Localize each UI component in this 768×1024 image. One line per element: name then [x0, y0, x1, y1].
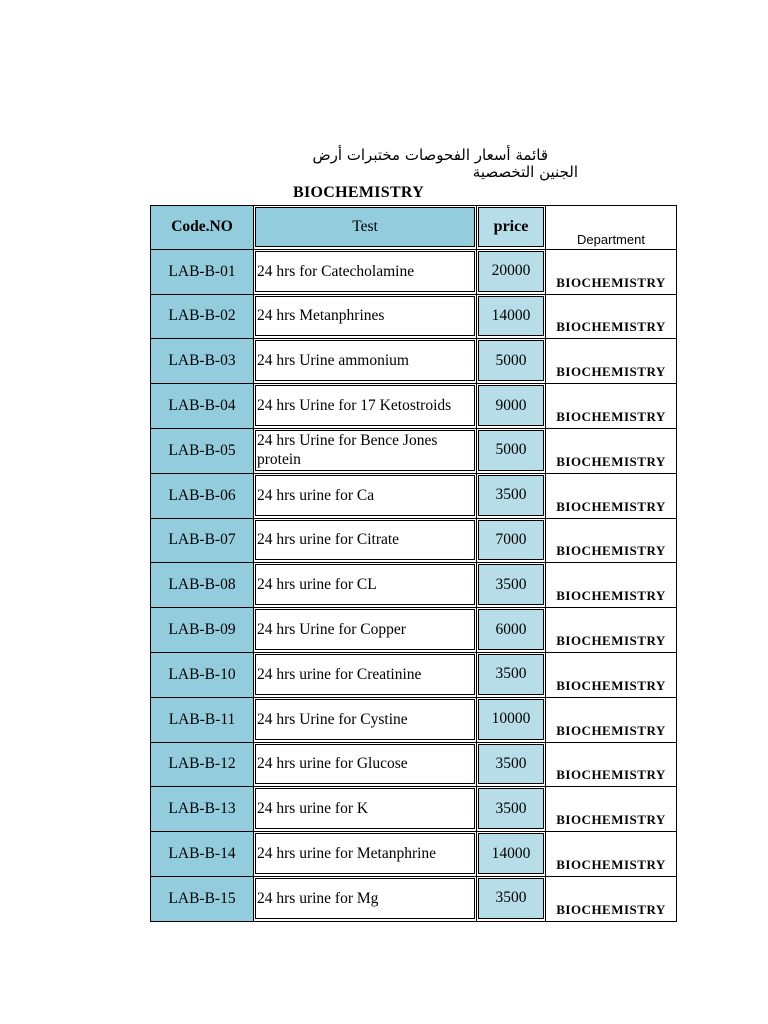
header-test: Test — [255, 207, 475, 247]
test-cell — [254, 698, 477, 743]
test-name: 24 hrs urine for K — [255, 788, 475, 829]
code-cell: LAB-B-06 — [150, 474, 254, 519]
table-row — [150, 563, 677, 608]
code-cell: LAB-B-07 — [150, 519, 254, 564]
price-value: 9000 — [478, 385, 544, 426]
price-value: 14000 — [478, 296, 544, 337]
code-cell: LAB-B-08 — [150, 563, 254, 608]
department-cell: BIOCHEMISTRY — [546, 877, 677, 922]
test-cell — [254, 653, 477, 698]
table-row — [150, 384, 677, 429]
price-value: 3500 — [478, 475, 544, 516]
test-cell — [254, 474, 477, 519]
department-cell: BIOCHEMISTRY — [546, 474, 677, 519]
price-value: 7000 — [478, 520, 544, 561]
table-row — [150, 832, 677, 877]
test-cell — [254, 250, 477, 295]
header-test-cell — [254, 205, 477, 250]
price-value: 5000 — [478, 430, 544, 471]
price-cell — [477, 250, 546, 295]
test-name: 24 hrs urine for Metanphrine — [255, 833, 475, 874]
table-row — [150, 295, 677, 340]
table-row — [150, 743, 677, 788]
test-cell — [254, 295, 477, 340]
price-value: 3500 — [478, 564, 544, 605]
department-cell: BIOCHEMISTRY — [546, 787, 677, 832]
price-cell — [477, 339, 546, 384]
table-row — [150, 519, 677, 564]
code-cell: LAB-B-02 — [150, 295, 254, 340]
test-name: 24 hrs urine for Glucose — [255, 744, 475, 785]
test-name: 24 hrs urine for CL — [255, 564, 475, 605]
test-cell — [254, 787, 477, 832]
table-row — [150, 474, 677, 519]
header-price-cell — [477, 205, 546, 250]
price-cell — [477, 608, 546, 653]
code-cell: LAB-B-03 — [150, 339, 254, 384]
header-price: price — [478, 207, 544, 247]
price-cell — [477, 698, 546, 743]
price-value: 10000 — [478, 699, 544, 740]
test-cell — [254, 384, 477, 429]
price-cell — [477, 787, 546, 832]
table-row — [150, 339, 677, 384]
document-subtitle-arabic: الجنين التخصصية — [472, 163, 578, 181]
price-value: 6000 — [478, 609, 544, 650]
test-name: 24 hrs Urine for Bence Jones protein — [255, 430, 475, 471]
department-cell: BIOCHEMISTRY — [546, 519, 677, 564]
code-cell: LAB-B-04 — [150, 384, 254, 429]
department-cell: BIOCHEMISTRY — [546, 832, 677, 877]
test-name: 24 hrs urine for Citrate — [255, 520, 475, 561]
price-cell — [477, 429, 546, 474]
test-cell — [254, 608, 477, 653]
code-cell: LAB-B-12 — [150, 743, 254, 788]
test-name: 24 hrs Metanphrines — [255, 296, 475, 337]
price-value: 3500 — [478, 788, 544, 829]
department-cell: BIOCHEMISTRY — [546, 698, 677, 743]
test-cell — [254, 832, 477, 877]
department-cell: BIOCHEMISTRY — [546, 384, 677, 429]
department-cell: BIOCHEMISTRY — [546, 429, 677, 474]
price-cell — [477, 743, 546, 788]
department-cell: BIOCHEMISTRY — [546, 653, 677, 698]
test-name: 24 hrs urine for Creatinine — [255, 654, 475, 695]
test-cell — [254, 429, 477, 474]
price-cell — [477, 519, 546, 564]
code-cell: LAB-B-01 — [150, 250, 254, 295]
price-cell — [477, 877, 546, 922]
test-cell — [254, 563, 477, 608]
table-row — [150, 250, 677, 295]
test-name: 24 hrs Urine for Copper — [255, 609, 475, 650]
price-value: 5000 — [478, 340, 544, 381]
price-cell — [477, 295, 546, 340]
department-cell: BIOCHEMISTRY — [546, 563, 677, 608]
department-cell: BIOCHEMISTRY — [546, 743, 677, 788]
test-cell — [254, 339, 477, 384]
price-value: 3500 — [478, 744, 544, 785]
table-row — [150, 877, 677, 922]
department-cell: BIOCHEMISTRY — [546, 250, 677, 295]
price-cell — [477, 563, 546, 608]
test-cell — [254, 743, 477, 788]
code-cell: LAB-B-11 — [150, 698, 254, 743]
test-name: 24 hrs urine for Ca — [255, 475, 475, 516]
section-title: BIOCHEMISTRY — [293, 184, 425, 201]
price-table — [150, 205, 677, 922]
code-cell: LAB-B-09 — [150, 608, 254, 653]
table-row — [150, 653, 677, 698]
code-cell: LAB-B-15 — [150, 877, 254, 922]
test-name: 24 hrs urine for Mg — [255, 878, 475, 919]
test-name: 24 hrs Urine for 17 Ketostroids — [255, 385, 475, 426]
document-title-arabic: قائمة أسعار الفحوصات مختبرات أرض — [312, 146, 548, 164]
test-name: 24 hrs Urine ammonium — [255, 340, 475, 381]
table-row — [150, 429, 677, 474]
table-header-row — [150, 205, 677, 250]
table-body — [150, 250, 677, 922]
department-cell: BIOCHEMISTRY — [546, 608, 677, 653]
code-cell: LAB-B-14 — [150, 832, 254, 877]
price-value: 14000 — [478, 833, 544, 874]
price-cell — [477, 653, 546, 698]
code-cell: LAB-B-13 — [150, 787, 254, 832]
price-cell — [477, 474, 546, 519]
test-cell — [254, 877, 477, 922]
header-code: Code.NO — [150, 205, 254, 250]
price-value: 3500 — [478, 654, 544, 695]
price-value: 3500 — [478, 878, 544, 919]
department-cell: BIOCHEMISTRY — [546, 295, 677, 340]
price-cell — [477, 832, 546, 877]
price-cell — [477, 384, 546, 429]
test-name: 24 hrs Urine for Cystine — [255, 699, 475, 740]
price-value: 20000 — [478, 251, 544, 292]
table-row — [150, 787, 677, 832]
table-row — [150, 698, 677, 743]
test-name: 24 hrs for Catecholamine — [255, 251, 475, 292]
table-row — [150, 608, 677, 653]
header-department: Department — [546, 205, 677, 250]
code-cell: LAB-B-05 — [150, 429, 254, 474]
department-cell: BIOCHEMISTRY — [546, 339, 677, 384]
test-cell — [254, 519, 477, 564]
code-cell: LAB-B-10 — [150, 653, 254, 698]
